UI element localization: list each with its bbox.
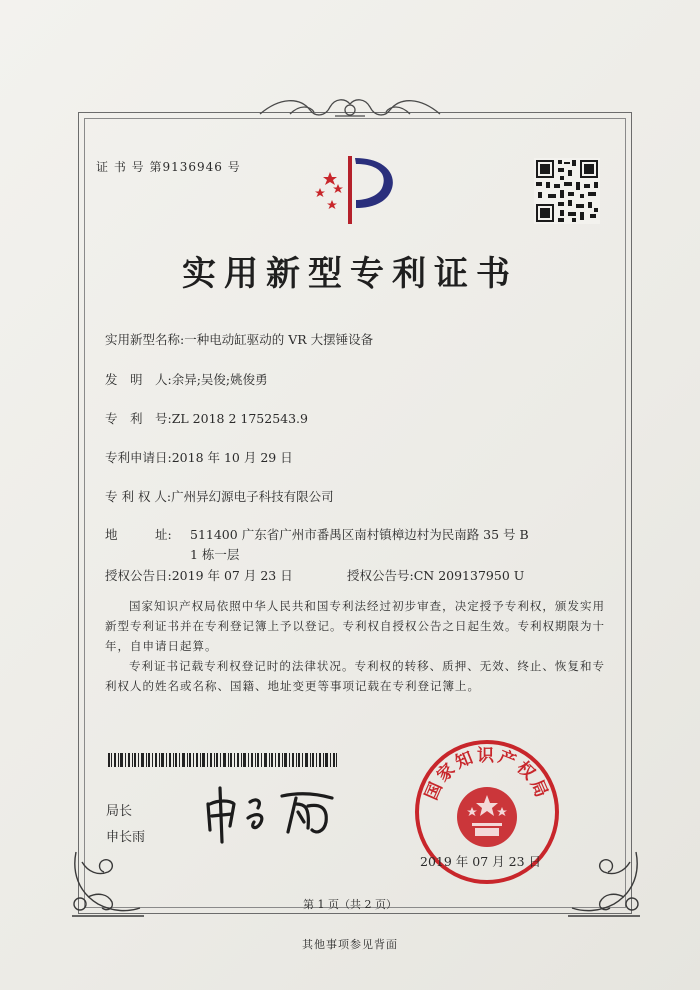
inventor-value: 余异;吴俊;姚俊勇 xyxy=(171,372,268,387)
patent-number-value: ZL 2018 2 1752543.9 xyxy=(171,411,308,426)
utility-model-name-row xyxy=(105,330,373,348)
grant-announcement-date-row xyxy=(105,566,293,584)
address-line-2: 1 栋一层 xyxy=(190,547,240,562)
grant-announcement-date-label: 授权公告日: xyxy=(105,568,172,583)
grant-paragraph: 国家知识产权局依照中华人民共和国专利法经过初步审查，决定授予专利权，颁发实用新型专利证书并在专利登记簿上予以登记。专利权自授权公告之日起生效。专利权期限为十年，自申请日起算。 xyxy=(105,599,605,653)
handwritten-signature xyxy=(200,782,350,846)
filing-date-value: 2018 年 10 月 29 日 xyxy=(171,450,293,465)
utility-model-name-label: 实用新型名称: xyxy=(105,332,185,347)
certificate-number: 证 书 号 第9136946 号 xyxy=(96,160,241,174)
patentee-row xyxy=(105,487,334,505)
legal-status-paragraph: 专利证书记载专利权登记时的法律状况。专利权的转移、质押、无效、终止、恢复和专利权人的姓名或名称、国籍、地址变更等事项记载在专利登记簿上。 xyxy=(105,659,605,693)
patent-number-label: 专 利 号: xyxy=(105,411,172,426)
filing-date-row xyxy=(105,448,293,466)
utility-model-name-value: 一种电动缸驱动的 VR 大摆锤设备 xyxy=(184,332,374,347)
inventor-label: 发 明 人: xyxy=(105,372,172,387)
address-line-1: 511400 广东省广州市番禺区南村镇樟边村为民南路 35 号 B xyxy=(190,527,529,542)
patentee-value: 广州异幻源电子科技有限公司 xyxy=(171,489,334,504)
page-number: 第 1 页（共 2 页） xyxy=(303,898,397,911)
director-title: 局长 xyxy=(106,804,133,819)
footer-note: 其他事项参见背面 xyxy=(302,938,398,951)
filing-date-label: 专利申请日: xyxy=(105,450,172,465)
svg-text:国家知识产权局: 国家知识产权局 xyxy=(421,745,553,804)
grant-announcement-number-label: 授权公告号: xyxy=(347,568,414,583)
seal-date: 2019 年 07 月 23 日 xyxy=(420,854,541,869)
patent-number-row xyxy=(105,409,308,427)
inventor-row xyxy=(105,370,268,388)
address-value xyxy=(190,525,530,565)
address-label: 地 址: xyxy=(105,527,172,542)
cnipa-logo-icon xyxy=(300,150,410,230)
patentee-label: 专 利 权 人: xyxy=(105,489,172,504)
qr-code xyxy=(534,158,600,224)
page-title: 实用新型专利证书 xyxy=(182,254,518,294)
director-name: 申长雨 xyxy=(106,830,146,845)
grant-announcement-number-row xyxy=(347,566,524,584)
barcode xyxy=(108,753,338,767)
top-ornament xyxy=(250,92,450,122)
grant-announcement-number-value: CN 209137950 U xyxy=(413,568,525,583)
grant-announcement-date-value: 2019 年 07 月 23 日 xyxy=(171,568,293,583)
